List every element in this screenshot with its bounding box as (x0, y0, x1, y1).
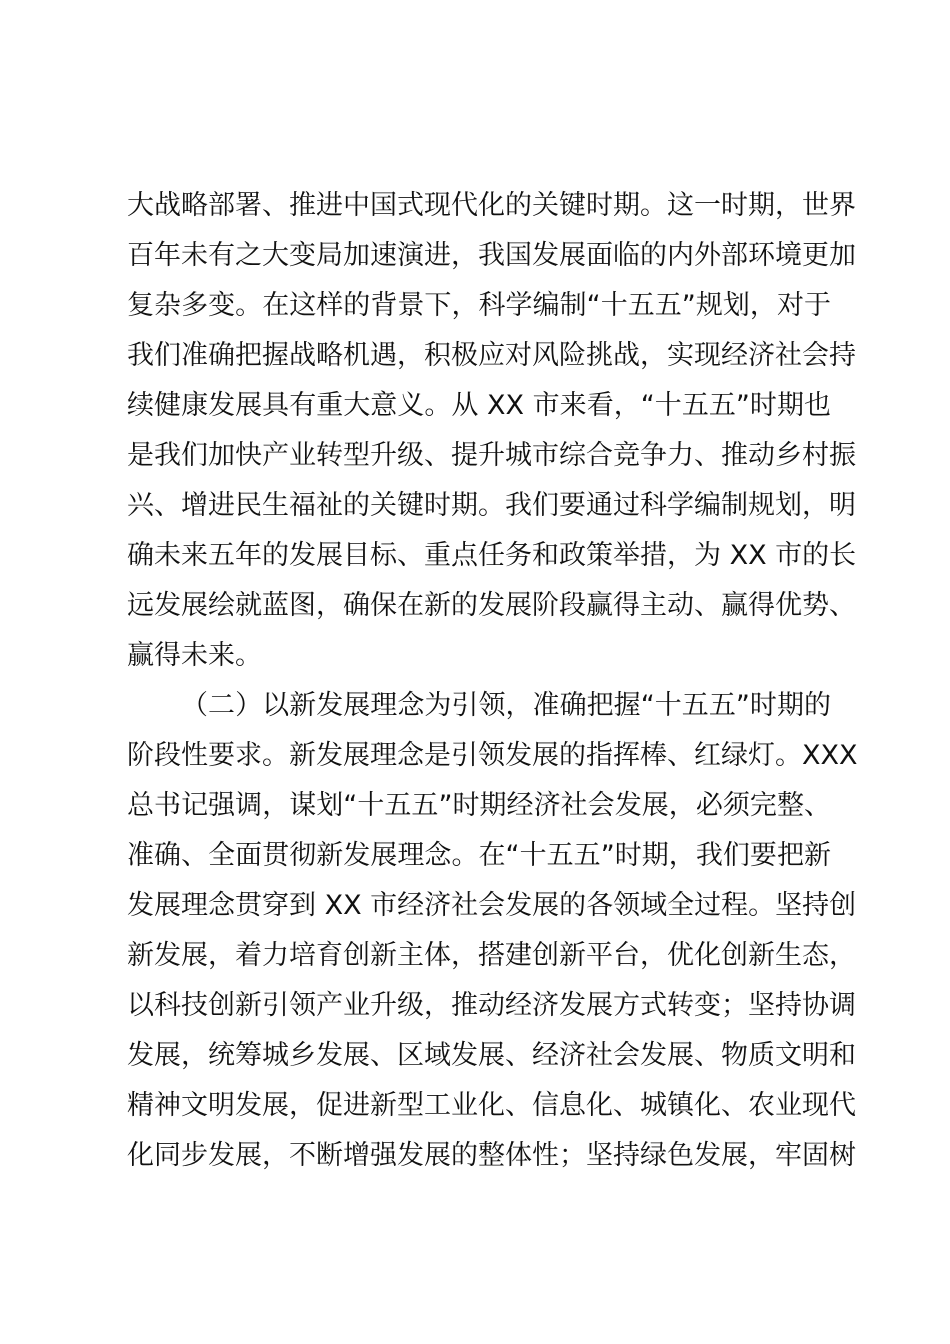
text-line: 发展，统筹城乡发展、区域发展、经济社会发展、物质文明和 (127, 1040, 856, 1071)
text-line: 续健康发展具有重大意义。从 XX 市来看，“十五五”时期也 (127, 390, 831, 421)
text-line: 确未来五年的发展目标、重点任务和政策举措，为 XX 市的长 (127, 540, 857, 571)
text-line: 百年未有之大变局加速演进，我国发展面临的内外部环境更加 (127, 240, 856, 271)
text-line: 化同步发展，不断增强发展的整体性；坚持绿色发展，牢固树 (127, 1140, 856, 1171)
text-line: 以科技创新引领产业升级，推动经济发展方式转变；坚持协调 (127, 990, 856, 1021)
text-line: 发展理念贯穿到 XX 市经济社会发展的各领域全过程。坚持创 (127, 890, 857, 921)
paragraph-continuation (127, 181, 857, 681)
text-line: 兴、增进民生福祉的关键时期。我们要通过科学编制规划，明 (127, 490, 856, 521)
text-line: 新发展，着力培育创新主体，搭建创新平台，优化创新生态， (127, 940, 856, 971)
text-line: 精神文明发展，促进新型工业化、信息化、城镇化、农业现代 (127, 1090, 856, 1121)
text-line: 我们准确把握战略机遇，积极应对风险挑战，实现经济社会持 (127, 340, 856, 371)
text-line: 大战略部署、推进中国式现代化的关键时期。这一时期，世界 (127, 190, 856, 221)
paragraph-section-two (127, 681, 858, 1181)
text-line: 复杂多变。在这样的背景下，科学编制“十五五”规划，对于 (127, 290, 831, 321)
text-line: 赢得未来。 (127, 640, 262, 671)
section-heading-line: （二）以新发展理念为引领，准确把握“十五五”时期的 (181, 690, 831, 721)
text-line: 阶段性要求。新发展理念是引领发展的指挥棒、红绿灯。XXX (127, 740, 858, 771)
text-line: 准确、全面贯彻新发展理念。在“十五五”时期，我们要把新 (127, 840, 831, 871)
text-line: 总书记强调，谋划“十五五”时期经济社会发展，必须完整、 (127, 790, 831, 821)
text-line: 是我们加快产业转型升级、提升城市综合竞争力、推动乡村振 (127, 440, 856, 471)
text-line: 远发展绘就蓝图，确保在新的发展阶段赢得主动、赢得优势、 (127, 590, 856, 621)
